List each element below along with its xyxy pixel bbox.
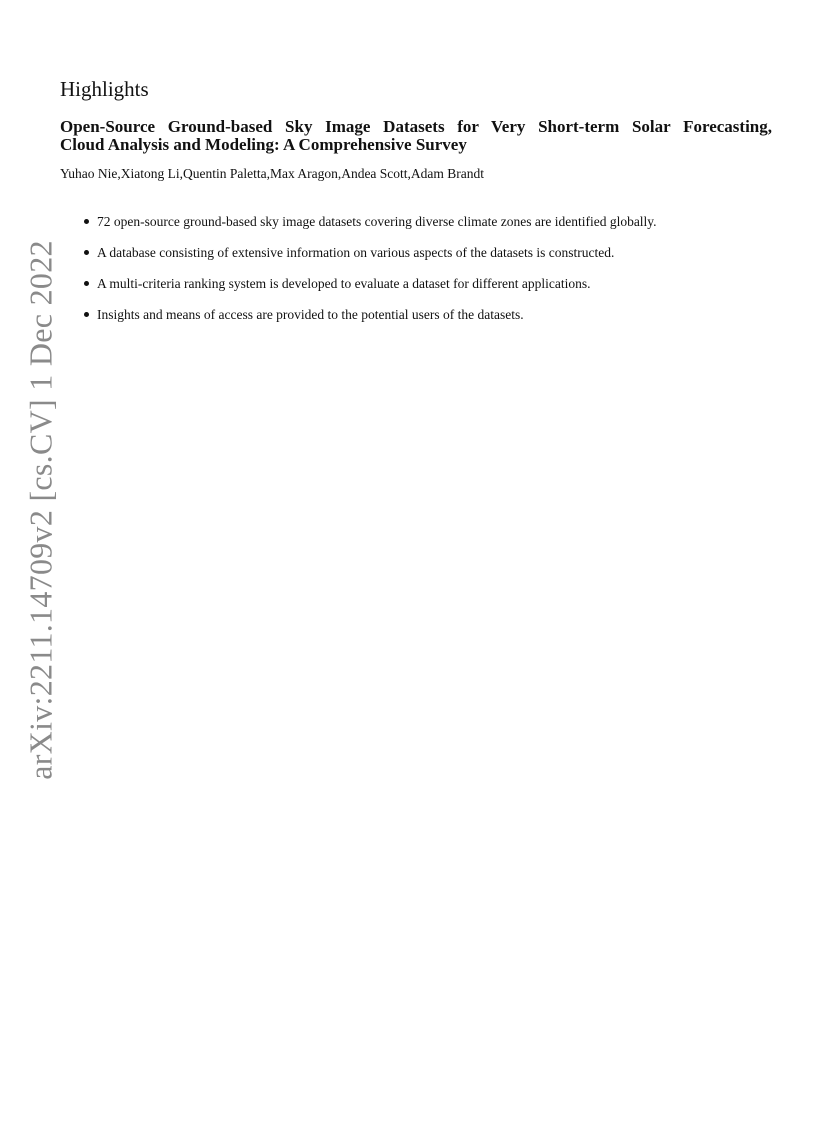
highlight-text: A multi-criteria ranking system is developed to evaluate a dataset for different applications.: [97, 276, 591, 291]
highlight-item: [79, 212, 779, 243]
highlight-item: [79, 274, 779, 305]
highlights-list: [79, 212, 779, 336]
paper-title-line-1: Open-Source Ground-based Sky Image Datasets for Very Short-term Solar Forecasting,: [60, 117, 772, 136]
bullet-icon: [84, 312, 89, 317]
paper-title: [60, 118, 772, 154]
author-list: Yuhao Nie,Xiatong Li,Quentin Paletta,Max Aragon,Andea Scott,Adam Brandt: [60, 166, 485, 181]
highlight-text: A database consisting of extensive information on various aspects of the datasets is constructed.: [97, 245, 615, 260]
bullet-icon: [84, 281, 89, 286]
bullet-icon: [84, 219, 89, 224]
arxiv-identifier-stamp: arXiv:2211.14709v2 [cs.CV] 1 Dec 2022: [22, 240, 59, 780]
highlight-item: [79, 305, 779, 336]
highlights-heading: Highlights: [60, 77, 149, 101]
paper-title-line-2: Cloud Analysis and Modeling: A Comprehensive Survey: [60, 135, 467, 154]
bullet-icon: [84, 250, 89, 255]
highlight-text: Insights and means of access are provided to the potential users of the datasets.: [97, 307, 524, 322]
highlight-text: 72 open-source ground-based sky image datasets covering diverse climate zones are identified globally.: [97, 214, 657, 229]
highlight-item: [79, 243, 779, 274]
